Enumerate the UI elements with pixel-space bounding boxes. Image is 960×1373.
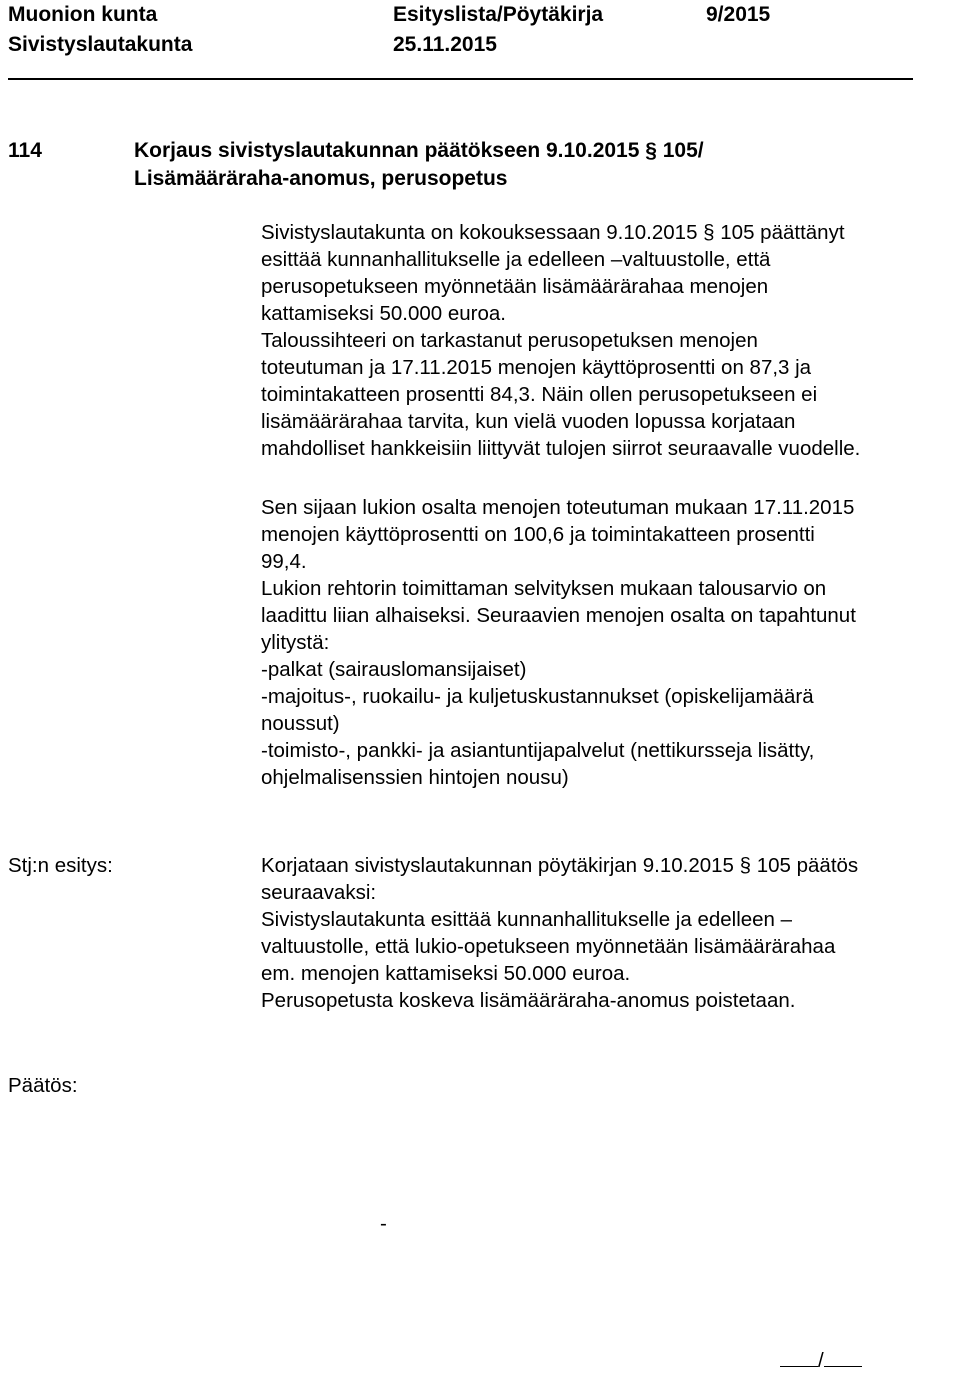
section-number: 114 xyxy=(8,139,42,162)
paragraph-line: perusopetukseen myönnetään lisämäärärahaa menojen xyxy=(261,275,769,298)
paragraph-line: ohjelmalisenssien hintojen nousu) xyxy=(261,766,569,789)
header-number: 9/2015 xyxy=(706,3,771,26)
paragraph-line: -majoitus-, ruokailu- ja kuljetuskustannukset (opiskelijamäärä xyxy=(261,685,814,708)
section-title-line1: Korjaus sivistyslautakunnan päätökseen 9.10.2015 § 105/ xyxy=(134,139,704,162)
paragraph-line: esittää kunnanhallitukselle ja edelleen –valtuustolle, että xyxy=(261,248,771,271)
paragraph-line: kattamiseksi 50.000 euroa. xyxy=(261,302,506,325)
paragraph-line: laadittu liian alhaiseksi. Seuraavien menojen osalta on tapahtunut xyxy=(261,604,856,627)
proposal-line: Perusopetusta koskeva lisämääräraha-anomus poistetaan. xyxy=(261,989,796,1012)
header-doc-type: Esityslista/Pöytäkirja xyxy=(393,3,604,26)
signature-slash: / xyxy=(818,1349,824,1372)
paragraph-line: toimintakatteen prosentti 84,3. Näin ollen perusopetukseen ei xyxy=(261,383,818,406)
header-divider xyxy=(8,78,913,80)
header-body: Sivistyslautakunta xyxy=(8,33,193,56)
paragraph-line: Sen sijaan lukion osalta menojen toteutuman mukaan 17.11.2015 xyxy=(261,496,855,519)
proposal-line: seuraavaksi: xyxy=(261,881,377,904)
paragraph-line: Taloussihteeri on tarkastanut perusopetuksen menojen xyxy=(261,329,758,352)
paragraph-line: Lukion rehtorin toimittaman selvityksen mukaan talousarvio on xyxy=(261,577,827,600)
section-title-line2: Lisämääräraha-anomus, perusopetus xyxy=(134,167,508,190)
paragraph-line: -toimisto-, pankki- ja asiantuntijapalvelut (nettikursseja lisätty, xyxy=(261,739,815,762)
signature-blank-left xyxy=(780,1346,818,1367)
paragraph-1 xyxy=(261,219,860,462)
header-org: Muonion kunta xyxy=(8,3,158,26)
paragraph-line: ylitystä: xyxy=(261,631,330,654)
proposal-label: Stj:n esitys: xyxy=(8,854,113,877)
proposal-line: Sivistyslautakunta esittää kunnanhallitukselle ja edelleen – xyxy=(261,908,793,931)
proposal-line: valtuustolle, että lukio-opetukseen myönnetään lisämäärärahaa xyxy=(261,935,836,958)
proposal-line: Korjataan sivistyslautakunnan pöytäkirjan 9.10.2015 § 105 päätös xyxy=(261,854,859,877)
paragraph-line: 99,4. xyxy=(261,550,307,573)
paragraph-2 xyxy=(261,494,856,791)
decision-label: Päätös: xyxy=(8,1074,78,1097)
paragraph-line: Sivistyslautakunta on kokouksessaan 9.10.2015 § 105 päättänyt xyxy=(261,221,845,244)
paragraph-line: mahdolliset hankkeisiin liittyvät tulojen siirrot seuraavalle vuodelle. xyxy=(261,437,861,460)
paragraph-line: noussut) xyxy=(261,712,340,735)
paragraph-line: lisämäärärahaa tarvita, kun vielä vuoden lopussa korjataan xyxy=(261,410,796,433)
signature-blank-right xyxy=(824,1346,862,1367)
header-date: 25.11.2015 xyxy=(393,33,497,56)
signature-date-line xyxy=(780,1346,862,1373)
paragraph-line: menojen käyttöprosentti on 100,6 ja toimintakatteen prosentti xyxy=(261,523,815,546)
proposal-text xyxy=(261,852,858,1014)
proposal-line: em. menojen kattamiseksi 50.000 euroa. xyxy=(261,962,631,985)
paragraph-line: toteutuman ja 17.11.2015 menojen käyttöprosentti on 87,3 ja xyxy=(261,356,812,379)
paragraph-line: -palkat (sairauslomansijaiset) xyxy=(261,658,527,681)
signature-dash: - xyxy=(380,1212,387,1235)
